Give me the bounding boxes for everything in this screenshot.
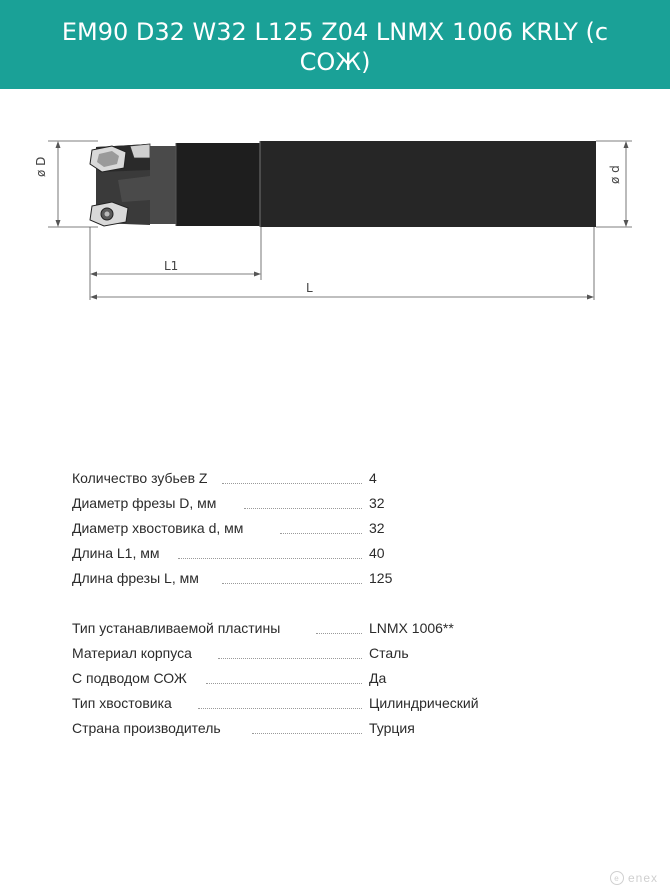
cutter-head: [90, 144, 150, 226]
page-header: [0, 0, 670, 89]
spec-value: Цилиндрический: [369, 695, 479, 711]
dim-label-L1: L1: [164, 259, 179, 273]
spec-value: Турция: [369, 720, 415, 736]
dim-label-D: ø D: [34, 156, 48, 177]
spec-value: 32: [369, 495, 385, 511]
spec-row-insert-type: [72, 620, 592, 642]
page-title-line-1: EM90 D32 W32 L125 Z04 LNMX 1006 KRLY (с: [61, 18, 609, 46]
spec-label: Страна производитель: [72, 720, 225, 736]
spec-row-coolant: [72, 670, 592, 692]
spec-row-body-material: [72, 645, 592, 667]
spec-label: Диаметр хвостовика d, мм: [72, 520, 247, 536]
cutter-neck: [150, 146, 176, 224]
arrow-L1-left: [90, 272, 97, 277]
enex-logo-icon: e: [610, 871, 624, 885]
page-title-line-2: СОЖ): [299, 48, 371, 76]
spec-label: Длина фрезы L, мм: [72, 570, 203, 586]
spec-label: Тип устанавливаемой пластины: [72, 620, 284, 636]
arrow-L1-right: [254, 272, 261, 277]
spec-value: 40: [369, 545, 385, 561]
spec-label: Тип хвостовика: [72, 695, 176, 711]
cutter-body: [176, 143, 260, 226]
tool-drawing: [0, 110, 670, 330]
spec-row-length-L: [72, 570, 592, 592]
enex-watermark: [610, 871, 658, 885]
arrow-D-top: [56, 141, 61, 148]
spec-label: Длина L1, мм: [72, 545, 163, 561]
arrow-d-bottom: [624, 220, 629, 227]
arrow-D-bottom: [56, 220, 61, 227]
spec-value: 4: [369, 470, 377, 486]
spec-label: Материал корпуса: [72, 645, 196, 661]
spec-row-country: [72, 720, 592, 742]
spec-row-shank-type: [72, 695, 592, 717]
arrow-L-right: [587, 295, 594, 300]
enex-logo-text: enex: [627, 871, 658, 885]
dim-label-L: L: [306, 281, 313, 295]
spec-row-length-L1: [72, 545, 592, 567]
spec-value: 125: [369, 570, 393, 586]
spec-value: Сталь: [369, 645, 409, 661]
cutter-shank: [260, 141, 596, 227]
spec-label: Диаметр фрезы D, мм: [72, 495, 220, 511]
spec-value: Да: [369, 670, 387, 686]
spec-value: LNMX 1006**: [369, 620, 454, 636]
arrow-d-top: [624, 141, 629, 148]
arrow-L-left: [90, 295, 97, 300]
spec-row-diameter-D: [72, 495, 592, 517]
spec-label: С подводом СОЖ: [72, 670, 191, 686]
spec-row-teeth: [72, 470, 592, 492]
dim-label-d: ø d: [608, 165, 622, 184]
spec-value: 32: [369, 520, 385, 536]
spec-label: Количество зубьев Z: [72, 470, 211, 486]
spec-row-diameter-d: [72, 520, 592, 542]
